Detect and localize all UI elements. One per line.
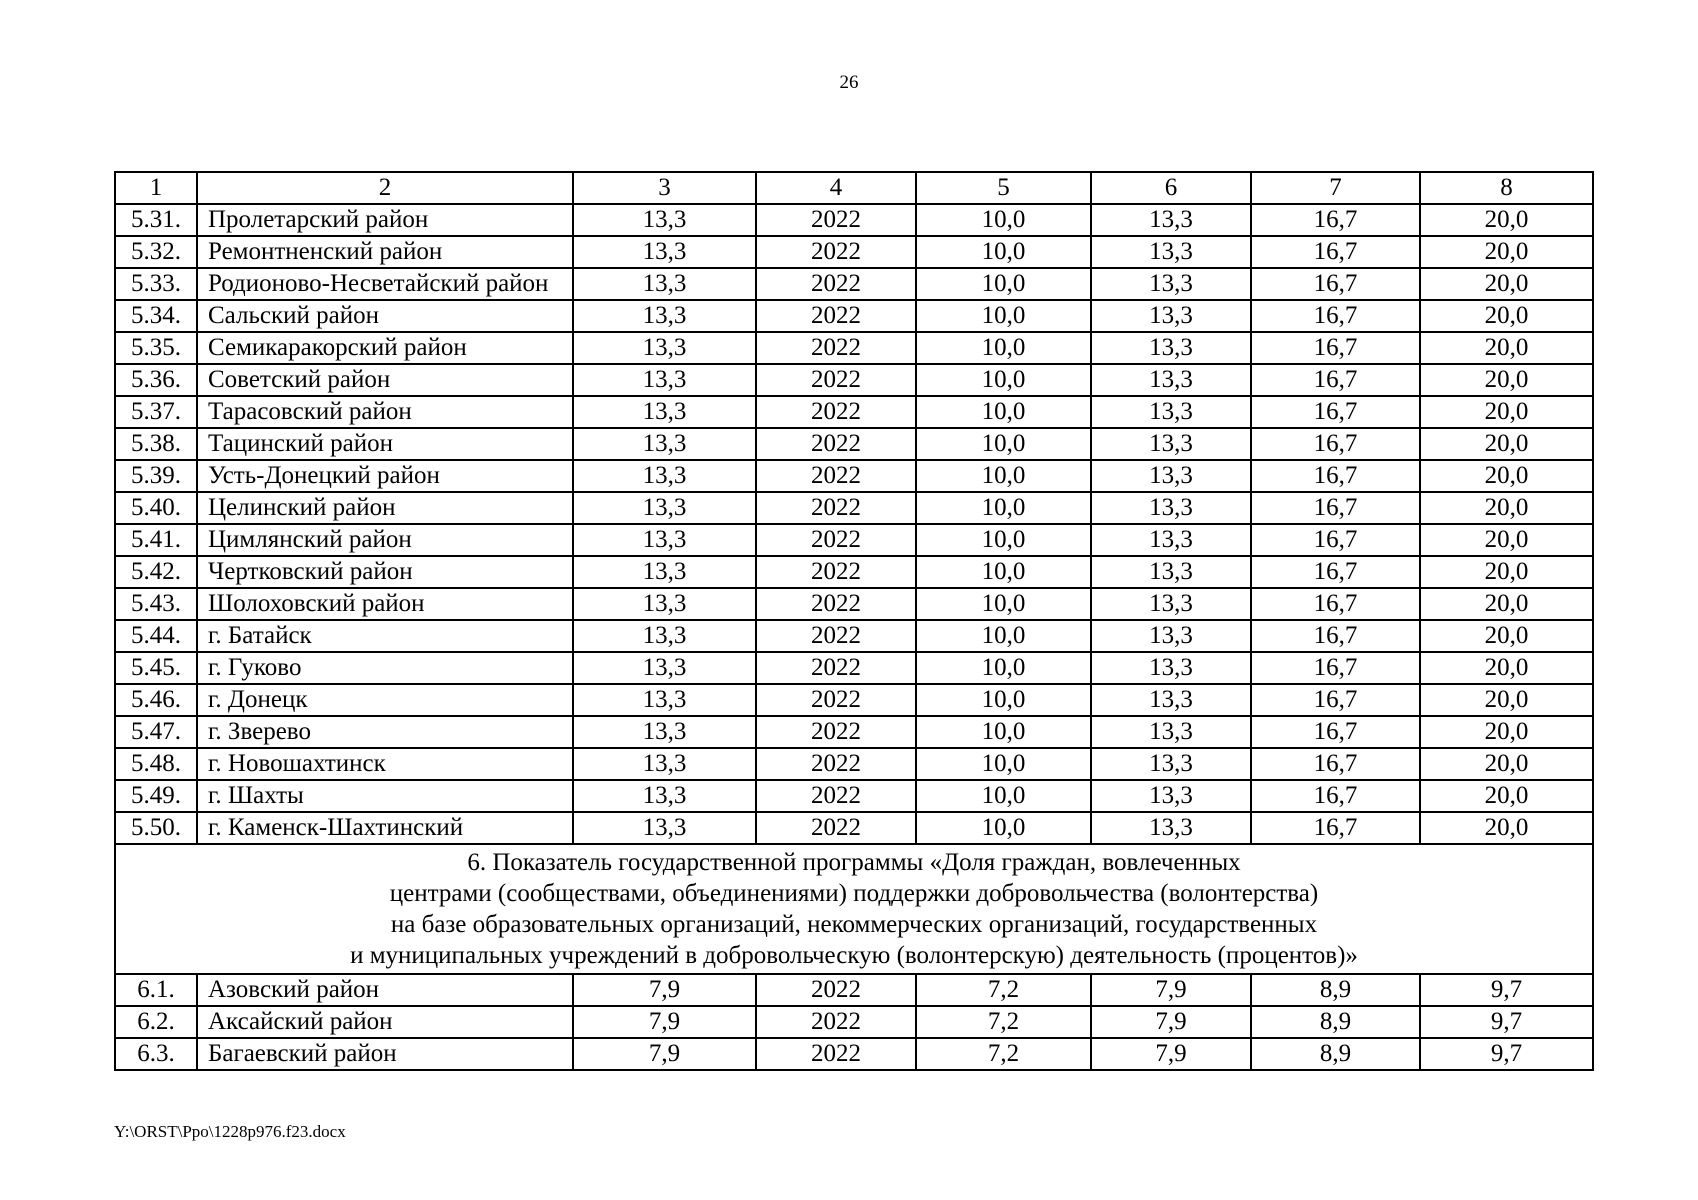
value-cell: 16,7 [1251, 428, 1420, 460]
territory-name-cell: Усть-Донецкий район [197, 460, 573, 492]
value-cell: 2022 [756, 364, 916, 396]
value-cell: 13,3 [573, 812, 756, 844]
value-cell: 20,0 [1420, 268, 1593, 300]
value-cell: 13,3 [1091, 364, 1251, 396]
value-cell: 13,3 [573, 236, 756, 268]
table-row [115, 396, 1593, 428]
table-row [115, 1006, 1593, 1038]
header-cell: 7 [1251, 172, 1420, 204]
territory-name-cell: Целинский район [197, 492, 573, 524]
value-cell: 9,7 [1420, 1006, 1593, 1038]
value-cell: 13,3 [1091, 300, 1251, 332]
value-cell: 16,7 [1251, 492, 1420, 524]
value-cell: 10,0 [916, 236, 1091, 268]
value-cell: 2022 [756, 300, 916, 332]
value-cell: 13,3 [573, 364, 756, 396]
value-cell: 8,9 [1251, 1038, 1420, 1070]
table-row [115, 812, 1593, 844]
page-number: 26 [839, 72, 859, 93]
value-cell: 2022 [756, 748, 916, 780]
territory-name-cell: Пролетарский район [197, 204, 573, 236]
value-cell: 20,0 [1420, 780, 1593, 812]
territory-name-cell: Азовский район [197, 974, 573, 1006]
table-row [115, 332, 1593, 364]
value-cell: 7,9 [1091, 1038, 1251, 1070]
value-cell: 20,0 [1420, 684, 1593, 716]
value-cell: 13,3 [1091, 396, 1251, 428]
value-cell: 13,3 [1091, 492, 1251, 524]
value-cell: 13,3 [573, 780, 756, 812]
value-cell: 8,9 [1251, 1006, 1420, 1038]
value-cell: 16,7 [1251, 460, 1420, 492]
table-row [115, 268, 1593, 300]
value-cell: 13,3 [1091, 524, 1251, 556]
value-cell: 10,0 [916, 748, 1091, 780]
value-cell: 2022 [756, 974, 916, 1006]
row-number-cell: 5.40. [115, 492, 197, 524]
value-cell: 20,0 [1420, 716, 1593, 748]
territory-name-cell: Чертковский район [197, 556, 573, 588]
value-cell: 20,0 [1420, 652, 1593, 684]
header-cell: 4 [756, 172, 916, 204]
value-cell: 13,3 [573, 460, 756, 492]
section-heading-row [115, 844, 1593, 974]
row-number-cell: 5.36. [115, 364, 197, 396]
table-row [115, 364, 1593, 396]
value-cell: 8,9 [1251, 974, 1420, 1006]
row-number-cell: 5.44. [115, 620, 197, 652]
territory-name-cell: г. Зверево [197, 716, 573, 748]
table-row [115, 1038, 1593, 1070]
value-cell: 7,9 [1091, 974, 1251, 1006]
table-row [115, 684, 1593, 716]
value-cell: 13,3 [1091, 460, 1251, 492]
table-row [115, 588, 1593, 620]
value-cell: 16,7 [1251, 588, 1420, 620]
value-cell: 10,0 [916, 620, 1091, 652]
value-cell: 20,0 [1420, 620, 1593, 652]
row-number-cell: 5.39. [115, 460, 197, 492]
territory-name-cell: Родионово-Несветайский район [197, 268, 573, 300]
value-cell: 13,3 [1091, 780, 1251, 812]
value-cell: 2022 [756, 1006, 916, 1038]
value-cell: 2022 [756, 428, 916, 460]
territory-name-cell: Советский район [197, 364, 573, 396]
territory-name-cell: Цимлянский район [197, 524, 573, 556]
value-cell: 20,0 [1420, 332, 1593, 364]
value-cell: 13,3 [1091, 684, 1251, 716]
value-cell: 2022 [756, 268, 916, 300]
territory-name-cell: Тарасовский район [197, 396, 573, 428]
value-cell: 10,0 [916, 812, 1091, 844]
value-cell: 13,3 [1091, 588, 1251, 620]
territory-name-cell: г. Батайск [197, 620, 573, 652]
value-cell: 2022 [756, 812, 916, 844]
territory-name-cell: Багаевский район [197, 1038, 573, 1070]
value-cell: 20,0 [1420, 396, 1593, 428]
table-row [115, 204, 1593, 236]
value-cell: 20,0 [1420, 428, 1593, 460]
row-number-cell: 5.33. [115, 268, 197, 300]
row-number-cell: 5.35. [115, 332, 197, 364]
section-heading-line: и муниципальных учреждений в добровольческую (волонтерскую) деятельность (процентов)» [350, 942, 1358, 969]
value-cell: 13,3 [573, 268, 756, 300]
table-body [115, 172, 1593, 1070]
section-heading-line: 6. Показатель государственной программы «Доля граждан, вовлеченных [467, 849, 1241, 876]
value-cell: 7,9 [573, 1038, 756, 1070]
value-cell: 9,7 [1420, 974, 1593, 1006]
value-cell: 13,3 [1091, 716, 1251, 748]
value-cell: 16,7 [1251, 204, 1420, 236]
value-cell: 13,3 [573, 652, 756, 684]
value-cell: 9,7 [1420, 1038, 1593, 1070]
value-cell: 10,0 [916, 396, 1091, 428]
value-cell: 16,7 [1251, 396, 1420, 428]
value-cell: 2022 [756, 492, 916, 524]
territory-name-cell: Аксайский район [197, 1006, 573, 1038]
row-number-cell: 5.43. [115, 588, 197, 620]
value-cell: 13,3 [573, 716, 756, 748]
territory-name-cell: г. Каменск-Шахтинский [197, 812, 573, 844]
header-row [115, 172, 1593, 204]
header-cell: 5 [916, 172, 1091, 204]
table-row [115, 780, 1593, 812]
value-cell: 10,0 [916, 780, 1091, 812]
value-cell: 2022 [756, 684, 916, 716]
row-number-cell: 5.45. [115, 652, 197, 684]
territory-name-cell: Шолоховский район [197, 588, 573, 620]
value-cell: 16,7 [1251, 236, 1420, 268]
file-path-footer: Y:\ORST\Ppo\1228p976.f23.docx [114, 1122, 346, 1141]
row-number-cell: 5.42. [115, 556, 197, 588]
row-number-cell: 6.2. [115, 1006, 197, 1038]
header-cell: 2 [197, 172, 573, 204]
value-cell: 13,3 [1091, 204, 1251, 236]
value-cell: 13,3 [573, 588, 756, 620]
value-cell: 2022 [756, 460, 916, 492]
value-cell: 13,3 [573, 428, 756, 460]
value-cell: 16,7 [1251, 812, 1420, 844]
value-cell: 20,0 [1420, 492, 1593, 524]
value-cell: 7,2 [916, 1006, 1091, 1038]
value-cell: 13,3 [1091, 556, 1251, 588]
table-row [115, 460, 1593, 492]
table-row [115, 748, 1593, 780]
value-cell: 2022 [756, 204, 916, 236]
value-cell: 13,3 [573, 396, 756, 428]
value-cell: 2022 [756, 396, 916, 428]
value-cell: 16,7 [1251, 620, 1420, 652]
row-number-cell: 5.46. [115, 684, 197, 716]
value-cell: 16,7 [1251, 716, 1420, 748]
value-cell: 13,3 [573, 204, 756, 236]
table-row [115, 524, 1593, 556]
value-cell: 13,3 [573, 300, 756, 332]
section-heading-line: центрами (сообществами, объединениями) поддержки добровольчества (волонтерства) [389, 880, 1319, 907]
row-number-cell: 5.48. [115, 748, 197, 780]
value-cell: 10,0 [916, 300, 1091, 332]
value-cell: 16,7 [1251, 332, 1420, 364]
table-row [115, 236, 1593, 268]
value-cell: 13,3 [573, 332, 756, 364]
table-row [115, 974, 1593, 1006]
value-cell: 2022 [756, 332, 916, 364]
row-number-cell: 6.1. [115, 974, 197, 1006]
value-cell: 10,0 [916, 524, 1091, 556]
value-cell: 13,3 [1091, 428, 1251, 460]
row-number-cell: 6.3. [115, 1038, 197, 1070]
value-cell: 13,3 [573, 524, 756, 556]
value-cell: 20,0 [1420, 812, 1593, 844]
row-number-cell: 5.50. [115, 812, 197, 844]
value-cell: 10,0 [916, 588, 1091, 620]
value-cell: 13,3 [1091, 332, 1251, 364]
value-cell: 13,3 [1091, 620, 1251, 652]
value-cell: 10,0 [916, 460, 1091, 492]
value-cell: 13,3 [573, 684, 756, 716]
territory-name-cell: г. Шахты [197, 780, 573, 812]
value-cell: 2022 [756, 1038, 916, 1070]
value-cell: 13,3 [1091, 652, 1251, 684]
value-cell: 10,0 [916, 652, 1091, 684]
header-cell: 1 [115, 172, 197, 204]
value-cell: 10,0 [916, 684, 1091, 716]
value-cell: 20,0 [1420, 204, 1593, 236]
value-cell: 16,7 [1251, 556, 1420, 588]
territory-name-cell: г. Донецк [197, 684, 573, 716]
section-heading-line: на базе образовательных организаций, некоммерческих организаций, государственных [390, 911, 1318, 938]
value-cell: 13,3 [1091, 236, 1251, 268]
value-cell: 20,0 [1420, 236, 1593, 268]
value-cell: 2022 [756, 652, 916, 684]
row-number-cell: 5.38. [115, 428, 197, 460]
value-cell: 16,7 [1251, 268, 1420, 300]
value-cell: 13,3 [573, 620, 756, 652]
value-cell: 2022 [756, 716, 916, 748]
value-cell: 20,0 [1420, 460, 1593, 492]
row-number-cell: 5.34. [115, 300, 197, 332]
value-cell: 2022 [756, 556, 916, 588]
table-row [115, 492, 1593, 524]
territory-name-cell: Семикаракорский район [197, 332, 573, 364]
territory-name-cell: г. Гуково [197, 652, 573, 684]
value-cell: 16,7 [1251, 300, 1420, 332]
value-cell: 20,0 [1420, 300, 1593, 332]
value-cell: 16,7 [1251, 780, 1420, 812]
header-cell: 3 [573, 172, 756, 204]
value-cell: 20,0 [1420, 524, 1593, 556]
value-cell: 20,0 [1420, 556, 1593, 588]
value-cell: 20,0 [1420, 364, 1593, 396]
row-number-cell: 5.41. [115, 524, 197, 556]
value-cell: 13,3 [573, 492, 756, 524]
territory-name-cell: г. Новошахтинск [197, 748, 573, 780]
value-cell: 2022 [756, 780, 916, 812]
value-cell: 13,3 [573, 748, 756, 780]
value-cell: 16,7 [1251, 652, 1420, 684]
value-cell: 10,0 [916, 492, 1091, 524]
value-cell: 2022 [756, 236, 916, 268]
table-row [115, 556, 1593, 588]
value-cell: 13,3 [1091, 812, 1251, 844]
table-row [115, 300, 1593, 332]
value-cell: 16,7 [1251, 748, 1420, 780]
territory-name-cell: Сальский район [197, 300, 573, 332]
territory-name-cell: Ремонтненский район [197, 236, 573, 268]
value-cell: 10,0 [916, 428, 1091, 460]
table-row [115, 620, 1593, 652]
value-cell: 10,0 [916, 556, 1091, 588]
value-cell: 16,7 [1251, 364, 1420, 396]
indicator-table [114, 171, 1594, 1071]
territory-name-cell: Тацинский район [197, 428, 573, 460]
table-row [115, 716, 1593, 748]
value-cell: 7,9 [573, 1006, 756, 1038]
value-cell: 2022 [756, 524, 916, 556]
header-cell: 6 [1091, 172, 1251, 204]
table-row [115, 428, 1593, 460]
value-cell: 10,0 [916, 204, 1091, 236]
value-cell: 2022 [756, 620, 916, 652]
value-cell: 13,3 [573, 556, 756, 588]
value-cell: 7,2 [916, 974, 1091, 1006]
row-number-cell: 5.49. [115, 780, 197, 812]
value-cell: 2022 [756, 588, 916, 620]
row-number-cell: 5.37. [115, 396, 197, 428]
value-cell: 16,7 [1251, 524, 1420, 556]
value-cell: 7,2 [916, 1038, 1091, 1070]
value-cell: 13,3 [1091, 268, 1251, 300]
section-heading [115, 844, 1593, 974]
value-cell: 10,0 [916, 716, 1091, 748]
header-cell: 8 [1420, 172, 1593, 204]
value-cell: 10,0 [916, 332, 1091, 364]
row-number-cell: 5.32. [115, 236, 197, 268]
value-cell: 10,0 [916, 364, 1091, 396]
table-row [115, 652, 1593, 684]
row-number-cell: 5.31. [115, 204, 197, 236]
value-cell: 20,0 [1420, 748, 1593, 780]
value-cell: 7,9 [1091, 1006, 1251, 1038]
value-cell: 7,9 [573, 974, 756, 1006]
value-cell: 10,0 [916, 268, 1091, 300]
value-cell: 13,3 [1091, 748, 1251, 780]
row-number-cell: 5.47. [115, 716, 197, 748]
value-cell: 20,0 [1420, 588, 1593, 620]
value-cell: 16,7 [1251, 684, 1420, 716]
